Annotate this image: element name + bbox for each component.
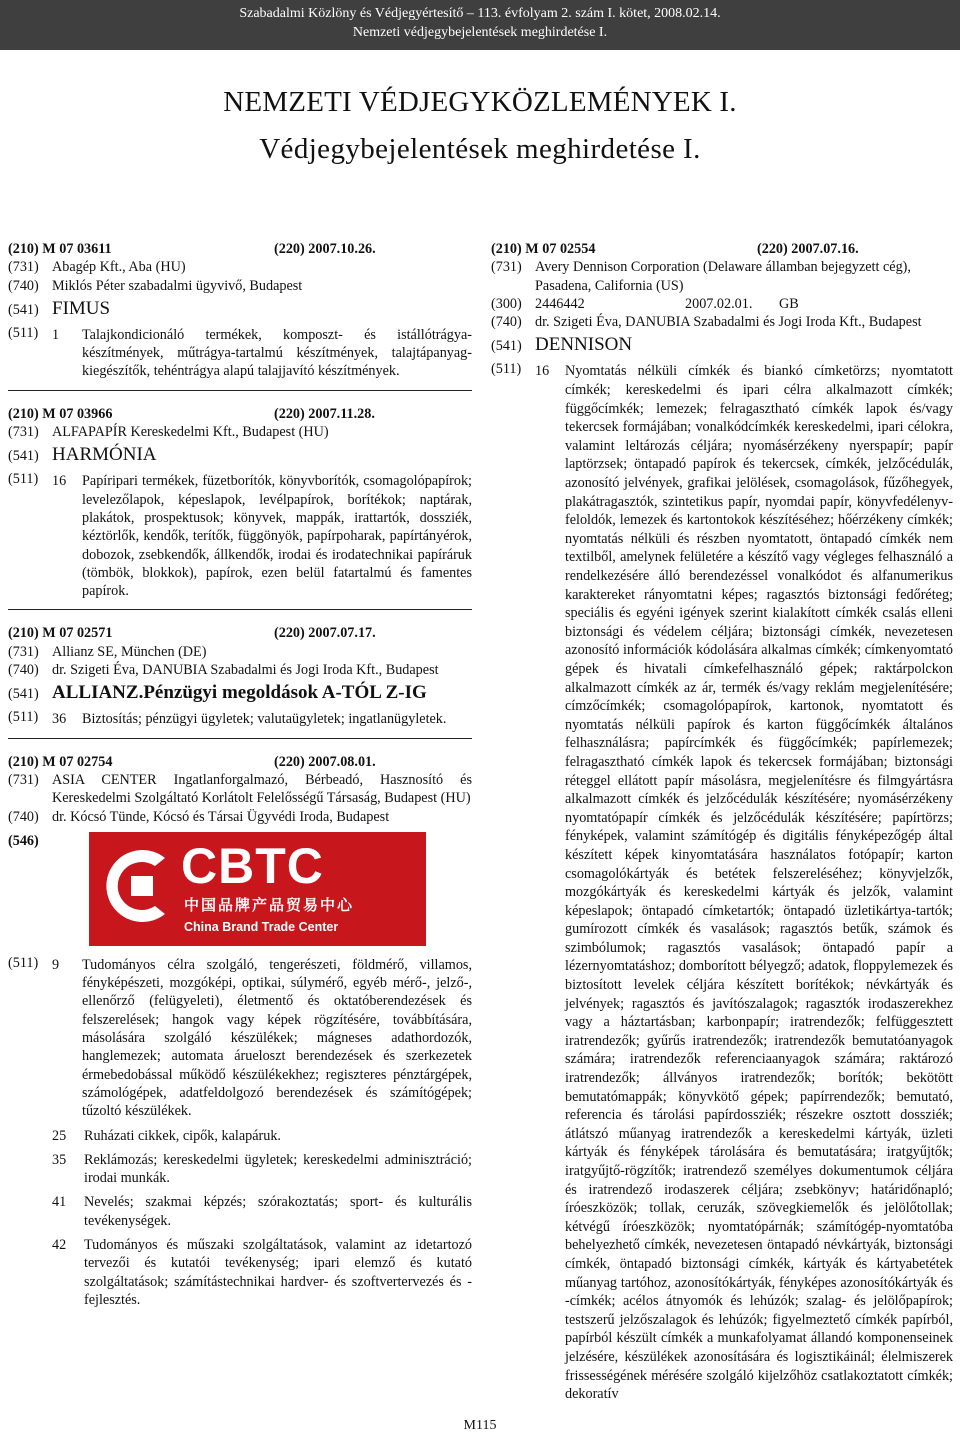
registration-line: (210) M 07 03611 (220) 2007.10.26. xyxy=(8,241,376,257)
class-number: 16 xyxy=(535,363,550,380)
trademark-entry: (210) M 07 02754 (220) 2007.08.01. (731) ASIA CENTER Ingatlanforgalmazó, Bérbeadó, Hasznosító és Kereskedelmi Szolgáltató Korlátolt Felelősségű Társaság, Budapest (HU) (740) dr. Kócsó Tünde, Kócsó és Társai Ügyvédi Iroda, Budapest (546) CBTC 中国品牌产品贸易中心 China Brand Trade Center (511) 9 Tudományos célra szolgáló, tengerészeti, földmérő, villamos, fényképészeti, mozgóképi, optikai, súlymérő, egyéb mérő-, jelző-, ellenőrző (felügyeleti), életmentő és oktatóberendezések és felszerelések; hangok vagy képek rögzítésére, továbbítására, másolására szolgáló készülékek; mágneses adathordozók, hanglemezek; automata árueloszt berendezések és szerkezetek érmebedobással működő készülékekhez; regiszteres pénztárgépek, számológépek, adatfeldolgozó berendezések és számítógépek; tűzoltó készülékek. 25 Ruházati cikkek, cipők, kalapáruk. 35 Reklámozás; kereskedelmi ügyletek; kereskedelmi adminisztráció; irodai munkák. 41 Nevelés; szakmai képzés; szórakoztatás; sport- és kulturális tevékenységek. 42 Tudományos és műszaki szolgáltatások, valamint az idetartozó tervezői és kutatói tevékenység; ipari elemző és kutató szolgáltatások; számítástechnikai hardver- és szoftvertervezés és -fejlesztés. xyxy=(8,753,472,1308)
priority-country: GB xyxy=(779,295,799,312)
class-description: Talajkondicionáló termékek, komposzt- és istállótrágya-készítmények, műtrágya-tartalmú készítmények, talajtápanyag-kiegészítők, tehéntrágya alapú talajjavító készítmények. xyxy=(82,326,472,380)
filing-date: 2007.07.16. xyxy=(791,241,859,257)
class-description: Nevelés; szakmai képzés; szórakoztatás; sport- és kulturális tevékenységek. xyxy=(84,1194,472,1229)
class-number: 42 xyxy=(52,1236,67,1253)
right-column xyxy=(491,240,953,1404)
header-section-line: Nemzeti védjegybejelentések meghirdetése I. xyxy=(352,25,608,40)
class-description: Tudományos célra szolgáló, tengerészeti, földmérő, villamos, fényképészeti, mozgóképi, optikai, súlymérő, egyéb mérő-, jelző-, ellenőrző (felügyeleti), életmentő és oktatóberendezések és felszerelések; hangok vagy képek rögzítésére, továbbítására, másolására szolgáló készülékek; mágneses adathordozók, hanglemezek; automata árueloszt berendezések és szerkezetek érmebedobással működő készülékekhez; regiszteres pénztárgépek, számológépek, adatfeldolgozó berendezések és számítógépek; tűzoltó készülékek. xyxy=(82,956,472,1120)
registration-line: (210) M 07 03966 (220) 2007.11.28. xyxy=(8,405,375,422)
trademark-name: FIMUS xyxy=(52,297,111,319)
logo-wordmark: CBTC xyxy=(181,837,324,894)
registration-line: (210) M 07 02554 (220) 2007.07.16. xyxy=(491,241,859,257)
applicant: Avery Dennison Corporation (Delaware államban bejegyzett cég), Pasadena, California (US) xyxy=(535,259,911,294)
class-number: 41 xyxy=(52,1194,67,1211)
applicant: ALFAPAPÍR Kereskedelmi Kft., Budapest (HU) xyxy=(52,424,329,441)
representative: dr. Szigeti Éva, DANUBIA Szabadalmi és Jogi Iroda Kft., Budapest xyxy=(535,314,922,331)
logo-english-text: China Brand Trade Center xyxy=(184,919,339,934)
registration-line: (210) M 07 02754 (220) 2007.08.01. xyxy=(8,753,376,770)
logo-chinese-text: 中国品牌产品贸易中心 xyxy=(184,895,355,914)
class-number: 9 xyxy=(52,956,60,973)
entry-divider xyxy=(8,738,472,739)
applicant: Abagép Kft., Aba (HU) xyxy=(52,259,186,276)
applicant: ASIA CENTER Ingatlanforgalmazó, Bérbeadó, Hasznosító és Kereskedelmi Szolgáltató Korlátolt Felelősségű Társaság, Budapest (HU) xyxy=(52,771,472,807)
entry-divider xyxy=(8,390,472,391)
class-description: Reklámozás; kereskedelmi ügyletek; kereskedelmi adminisztráció; irodai munkák. xyxy=(84,1151,472,1187)
trademark-entry: (210) M 07 03611 (220) 2007.10.26. (731) Abagép Kft., Aba (HU) (740) Miklós Péter szabadalmi ügyvivő, Budapest (541) FIMUS (511) 1 Talajkondicionáló termékek, komposzt- és istállótrágya-készítmények, műtrágya-tartalmú készítmények, talajtápanyag-kiegészítők, tehéntrágya alapú talajjavító készítmények. xyxy=(8,241,472,380)
trademark-name: HARMÓNIA xyxy=(52,444,157,466)
trademark-name: DENNISON xyxy=(535,334,633,356)
class-description: Papíripari termékek, füzetborítók, könyvborítók, csomagolópapírok; levelezőlapok, képeslapok, levélpapírok, borítékok; naptárak, plakátok, prospektusok; könyvek, mappák, irattartók, dossziék, kéztörlők, kendők, terítők, függönyök, papírpoharak, papírtányérok, dobozok, zsebkendők, állkendők, irodai és irodatechnikai papíráruk (tömbök, blokkok), papírok, ezen belül fatartalmú és famentes papírok. xyxy=(82,473,472,600)
application-number: M 07 03611 xyxy=(42,241,112,257)
title-block xyxy=(0,84,960,167)
sub-title: Védjegybejelentések meghirdetése I. xyxy=(259,133,701,165)
entry-divider xyxy=(8,609,472,610)
application-number: M 07 02554 xyxy=(525,241,596,257)
main-title: NEMZETI VÉDJEGYKÖZLEMÉNYEK I. xyxy=(223,86,737,118)
application-number: M 07 02754 xyxy=(42,753,113,770)
class-number: 36 xyxy=(52,711,67,728)
filing-date: 2007.08.01. xyxy=(308,753,376,770)
priority-line: (300) 2446442 2007.02.01. GB xyxy=(491,295,799,312)
header-journal-line: Szabadalmi Közlöny és Védjegyértesítő – 113. évfolyam 2. szám I. kötet, 2008.02.14. xyxy=(239,6,721,21)
trademark-name: ALLIANZ.Pénzügyi megoldások A-TÓL Z-IG xyxy=(52,682,427,704)
class-description: Ruházati cikkek, cipők, kalapáruk. xyxy=(84,1127,281,1144)
class-number: 25 xyxy=(52,1127,67,1144)
class-description: Tudományos és műszaki szolgáltatások, valamint az idetartozó tervezői és kutatói tevékenység; ipari elemző és kutató szolgáltatások; számítástechnikai hardver- és szoftvertervezés és -fejlesztés. xyxy=(84,1236,472,1308)
representative: Miklós Péter szabadalmi ügyvivő, Budapest xyxy=(52,277,303,294)
class-number: 35 xyxy=(52,1151,67,1168)
class-number: 16 xyxy=(52,473,67,490)
class-description: Nyomtatás nélküli címkék és biankó címketörzs; nyomtatott címkék; kereskedelmi és ipari célra alkalmazott címkék; függőcímkék; lemezek; felragasztható címkék lapok és/vagy tekercsek formájában; vonalkódcímkék kereskedelmi, ipari célokra, valamint leltározás céljára; nyomásérzékeny nyerspapír; papír laptörzsek; öntapadó papírok és tekercsek, címkék, jelzőcédulák, azonosító jelvények, grafikai jelölések, csomagolások, fűzőhegyek, plakátragasztók, szintetikus papír, nyomdai papír, könyvfedélenyv-feloldók, lemezek és kartontokok készítéséhez; hőérzékeny címkék; nyomtatás nélküli és részben nyomtatott, öntapadó címkék nem textilből, amelynek felületére a készítő vagy végleges felhasználó a rendelkezésére álló berendezéssel vonalkódot és alfanumerikus karaktereket rányomtatni képes; ragasztós biztonsági fedőréteg; speciális és egyéni igények szerint kialakított címkék csalás elleni biztonsági és védelem céljára; biztonsági címkék, nevezetesen azonosító információk kódolására alkalmas címkék; címkenyomtató gépek és hivatali címkefelhasználó gépek; raktárpolckon alkalmazott címkék az ár, termék és/vagy reklám megjelenítésére; címzőcímkék; csomagolópapírok, kartonok, nyomtatott és nyomtatás nélküli papírok és karton függőcímkék általános felhasználásra; papírcímkék és függőcímkék; papírlemezek; felragasztható címkék lapok és tekercsek formájában; biztonsági réteggel ellátott papír másolásra, megjelenítésre és filmgyártásra alkalmazott címkék és jelzőcédulák készítésére; nyomásérzékeny nyomtatópapír címkék és jelzőcédulák készítésére; papírtörzs; fényképek, valamint számítógép és digitális fényképezőgép által készített képek kinyomtatására használatos fotópapír; karton csomagolókártyák és betétek felszereléséhez; könyvjelzők, mozgókártyák és kereskedelmi kártyák és jelzők, valamint képeslapok; öntapadó címketartók; öntapadó üzletikártya-tartók; gumírozott címkék és vasalások; ragasztós betűk, számok és szimbólumok; ragasztós vasalások; öntapadó papír a lézernyomtatáshoz; domborított bélyegző; adatok, floppylemezek és biztosított levelek céljára készített borítékok; névkártyák és jelvények; ragasztós és javítószalagok; ragasztók irodaszerekhez vagy a háztartásban; karbonpapír; iratrendezők; felfüggesztett iratrendezők; gyűrűs iratrendezők; iratrendezők bemutatóanyagok számára; iratrendezők referenciaanyagok számára; raktározó iratrendezők; állványos iratrendezők; borítók; bekötött bemutatómappák; könyvkötő gépek; papírrendezők; bemutató, referencia és tárolási papírdossziék; részekre osztott dossziék; átlátszó műanyag iratrendezők a kereskedelmi kártyák, üzleti kártyák és fényképek tárolására és bemutatására; iratgyűjtők; iratgyűjtő-rögzítők; iratrendező személyes dokumentumok céljára és iratrendező irodaszerek céljára; zsebkönyv; határidőnapló; íróeszközök; tollak, ceruzák, szövegkiemelők és jelölőtollak; kétvégű íróeszközök; nyomtatópárnák; számítógép-nyomtatóba behelyezhető címkék, nevezetesen öntapadó névkártyák, biztonsági címkék, öntapadó biztonsági címkék, kártyák és kártyabetétek műanyag tartóhoz, azonosítókártyák, fényképes azonosítókártyák és -címkék; acélos átnyomók és lehúzók; szalag- és jelölőpapírok; testszerű jelzőszalagok és lehúzók; figyelmeztető címkék papírból, papírból készült címkék a munkafolyamat állandó komponenseinek jelzésére, készülékek azonosítására és logisztikáinál; élelmiszerek frissességének mérésére szolgáló kijelzőhöz csatlakoztatott címkék; dekoratív xyxy=(565,363,953,1403)
application-number: M 07 03966 xyxy=(42,405,113,422)
trademark-entry: (210) M 07 02571 (220) 2007.07.17. (731) Allianz SE, München (DE) (740) dr. Szigeti Éva, DANUBIA Szabadalmi és Jogi Iroda Kft., Budapest (541) ALLIANZ.Pénzügyi megoldások A-TÓL Z-IG (511) 36 Biztosítás; pénzügyi ügyletek; valutaügyletek; ingatlanügyletek. xyxy=(8,624,472,728)
representative: dr. Kócsó Tünde, Kócsó és Társai Ügyvédi Iroda, Budapest xyxy=(52,808,390,825)
filing-date: 2007.07.17. xyxy=(308,625,376,642)
applicant: Allianz SE, München (DE) xyxy=(52,643,207,660)
trademark-entry: (210) M 07 03966 (220) 2007.11.28. (731) ALFAPAPÍR Kereskedelmi Kft., Budapest (HU) (541) HARMÓNIA (511) 16 Papíripari termékek, füzetborítók, könyvborítók, csomagolópapírok; levelezőlapok, képeslapok, levélpapírok, borítékok; naptárak, plakátok, prospektusok; könyvek, mappák, irattartók, dossziék, kéztörlők, kendők, terítők, függönyök, papírpoharak, papírtányérok, dobozok, zsebkendők, állkendők, irodai és irodatechnikai papíráruk (tömbök, blokkok), papírok, ezen belül fatartalmú és famentes papírok. xyxy=(8,405,472,600)
class-description: Biztosítás; pénzügyi ügyletek; valutaügyletek; ingatlanügyletek. xyxy=(82,711,447,728)
filing-date: 2007.10.26. xyxy=(308,241,376,257)
left-column xyxy=(8,240,472,1309)
registration-line: (210) M 07 02571 (220) 2007.07.17. xyxy=(8,625,376,642)
priority-date: 2007.02.01. xyxy=(685,295,753,312)
application-number: M 07 02571 xyxy=(42,625,113,642)
cbtc-logo xyxy=(89,832,426,946)
filing-date: 2007.11.28. xyxy=(308,405,375,422)
cbtc-c-symbol-icon xyxy=(103,846,171,926)
representative: dr. Szigeti Éva, DANUBIA Szabadalmi és Jogi Iroda Kft., Budapest xyxy=(52,662,439,679)
page-header xyxy=(0,0,960,50)
page-number: M115 xyxy=(463,1418,497,1433)
priority-number: 2446442 xyxy=(535,295,585,312)
trademark-entry: (210) M 07 02554 (220) 2007.07.16. (731) Avery Dennison Corporation (Delaware államban bejegyzett cég), Pasadena, California (US) (300) 2446442 2007.02.01. GB (740) dr. Szigeti Éva, DANUBIA Szabadalmi és Jogi Iroda Kft., Budapest (541) DENNISON (511) 16 Nyomtatás nélküli címkék és biankó címketörzs; nyomtatott címkék; kereskedelmi és ipari célra alkalmazott címkék; függőcímkék; lemezek; felragasztható címkék lapok és/vagy tekercsek formájában; vonalkódcímkék kereskedelmi, ipari célokra, valamint leltározás céljára; nyomásérzékeny nyerspapír; papír laptörzsek; öntapadó papírok és tekercsek, címkék, jelzőcédulák, azonosító jelvények, grafikai jelölések, csomagolások, fűzőhegyek, plakátragasztók, szintetikus papír, nyomdai papír, könyvfedélenyv-feloldók, lemezek és kartontokok készítéséhez; hőérzékeny címkék; nyomtatás nélküli és részben nyomtatott, öntapadó címkék nem textilből, amelynek felületére a készítő vagy végleges felhasználó a rendelkezésére álló berendezéssel vonalkódot és alfanumerikus karaktereket rányomtatni képes; ragasztós biztonsági fedőréteg; speciális és egyéni igények szerint kialakított címkék csalás elleni biztonsági és védelem céljára; biztonsági címkék, nevezetesen azonosító információk kódolására alkalmas címkék; címkenyomtató gépek és hivatali címkefelhasználó gépek; raktárpolckon alkalmazott címkék az ár, termék és/vagy reklám megjelenítésére; címzőcímkék; csomagolópapírok, kartonok, nyomtatott és nyomtatás nélküli papírok és karton függőcímkék általános felhasználásra; papírcímkék és függőcímkék; papírlemezek; felragasztható címkék lapok és tekercsek formájában; biztonsági réteggel ellátott papír másolásra, megjelenítésre és filmgyártásra alkalmazott címkék és jelzőcédulák készítésére; nyomásérzékeny nyomtatópapír címkék és jelzőcédulák készítésére; papírtörzs; fényképek, valamint számítógép és digitális fényképezőgép által készített képek kinyomtatására használatos fotópapír; karton csomagolókártyák és betétek felszereléséhez; könyvjelzők, mozgókártyák és kereskedelmi kártyák és jelzők, valamint képeslapok; öntapadó címketartók; öntapadó üzletikártya-tartók; gumírozott címkék és vasalások; ragasztós betűk, számok és szimbólumok; ragasztós vasalások; öntapadó papír a lézernyomtatáshoz; domborított bélyegző; adatok, floppylemezek és biztosított levelek céljára készített borítékok; névkártyák és jelvények; ragasztós és javítószalagok; ragasztók irodaszerekhez vagy a háztartásban; karbonpapír; iratrendezők; felfüggesztett iratrendezők; gyűrűs iratrendezők; iratrendezők bemutatóanyagok számára; iratrendezők referenciaanyagok számára; raktározó iratrendezők; állványos iratrendezők; borítók; bekötött bemutatómappák; könyvkötő gépek; papírrendezők; bemutató, referencia és tárolási papírdossziék; részekre osztott dossziék; átlátszó műanyag iratrendezők a kereskedelmi kártyák, üzleti kártyák és fényképek tárolására és bemutatására; iratgyűjtők; iratgyűjtő-rögzítők; iratrendező személyes dokumentumok céljára és iratrendező irodaszerek céljára; zsebkönyv; határidőnapló; íróeszközök; tollak, ceruzák, szövegkiemelők és jelölőtollak; kétvégű íróeszközök; nyomtatópárnák; számítógép-nyomtatóba behelyezhető címkék, nevezetesen öntapadó névkártyák, biztonsági címkék, öntapadó biztonsági címkék, kártyák és kártyabetétek műanyag tartóhoz, azonosítókártyák, fényképes azonosítókártyák és -címkék; acélos átnyomók és lehúzók; szalag- és jelölőpapírok; testszerű jelzőszalagok és lehúzók; figyelmeztető címkék papírból, papírból készült címkék a munkafolyamat állandó komponenseinek jelzésére, készülékek azonosítására és logisztikáinál; élelmiszerek frissességének mérésére szolgáló kijelzőhöz csatlakoztatott címkék; dekoratív xyxy=(491,241,953,1403)
class-number: 1 xyxy=(52,326,60,343)
